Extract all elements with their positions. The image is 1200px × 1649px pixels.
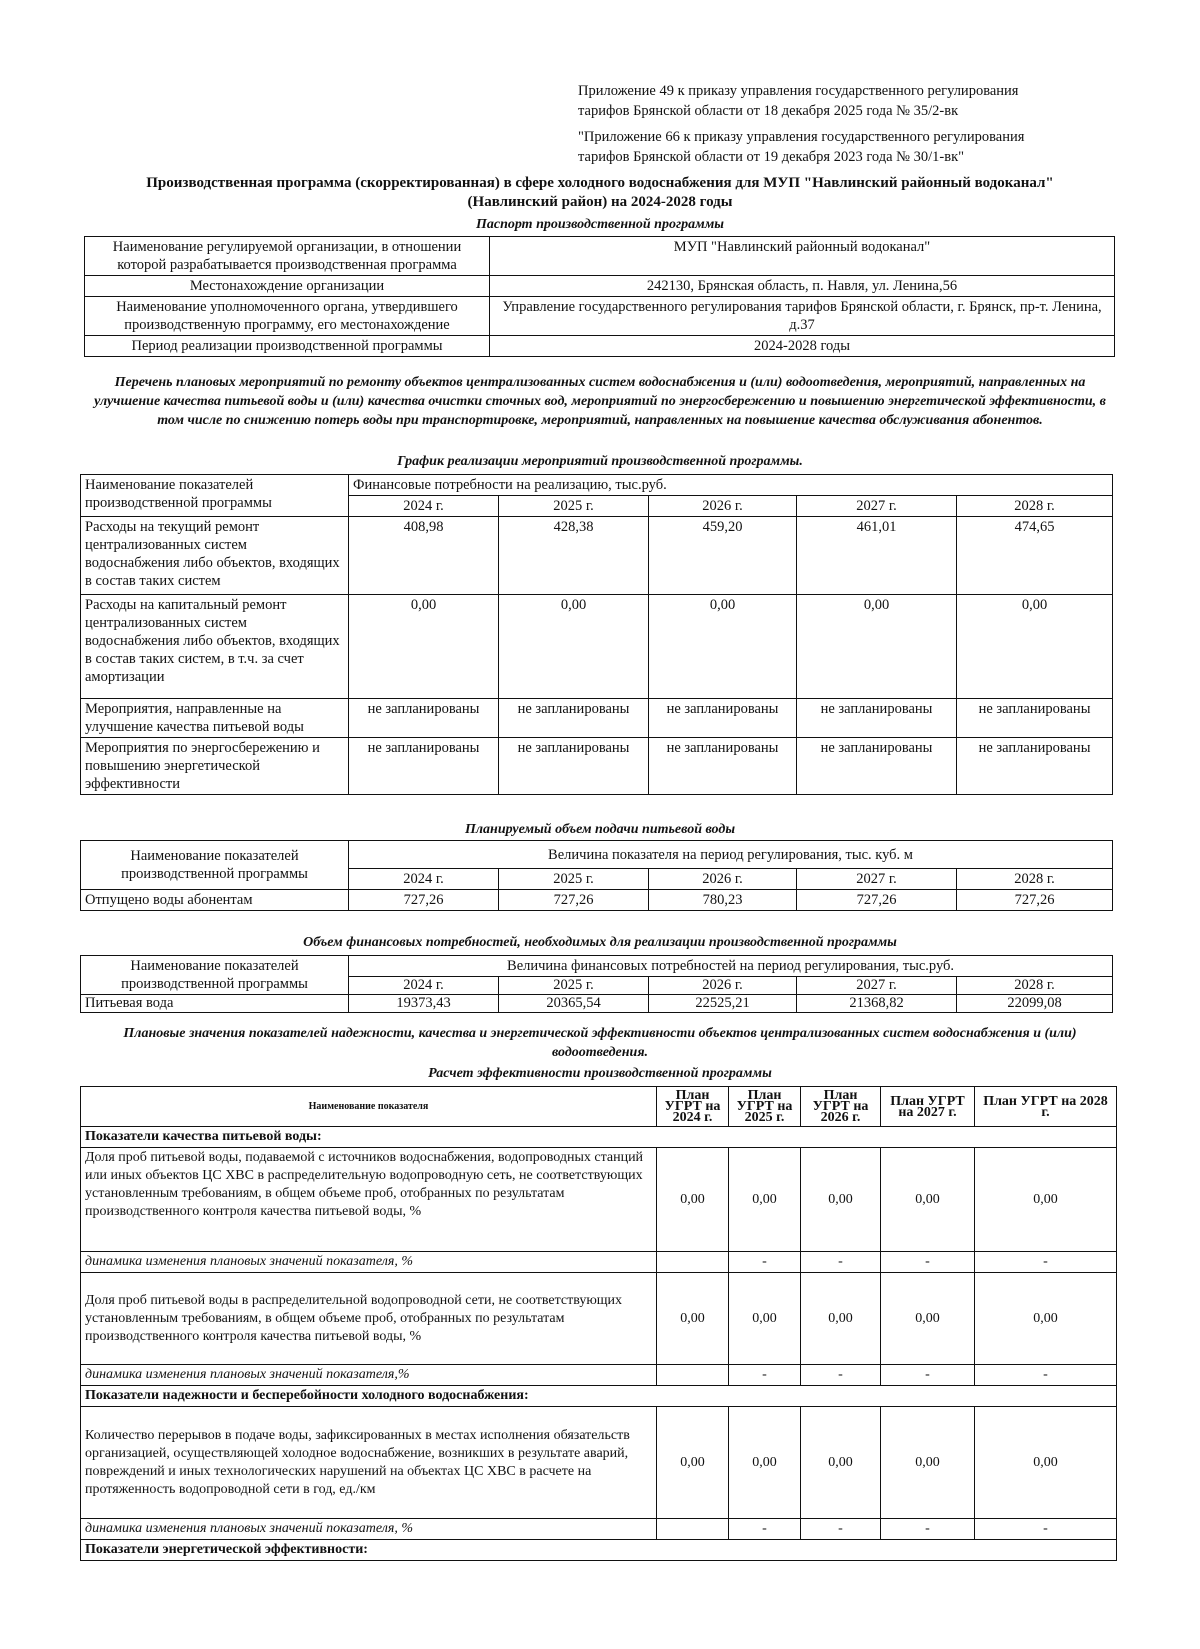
value-cell: не запланированы xyxy=(499,699,649,738)
table-row xyxy=(81,1127,1117,1148)
indicators-table xyxy=(80,1086,1117,1561)
value-cell: 727,26 xyxy=(499,890,649,911)
table-row xyxy=(81,475,1113,496)
value-cell: не запланированы xyxy=(649,699,797,738)
passport-value: 242130, Брянская область, п. Навля, ул. Ленина,56 xyxy=(490,276,1115,297)
year-header: 2025 г. xyxy=(499,496,649,517)
value-cell: 0,00 xyxy=(801,1407,881,1519)
value-cell: - xyxy=(729,1252,801,1273)
value-cell: - xyxy=(801,1365,881,1386)
value-cell: 727,26 xyxy=(349,890,499,911)
passport-label: Наименование уполномоченного органа, утвердившего производственную программу, его местонахождение xyxy=(85,297,490,336)
value-cell: - xyxy=(975,1252,1117,1273)
year-header: 2025 г. xyxy=(499,869,649,890)
value-cell: - xyxy=(975,1365,1117,1386)
row-label: Доля проб питьевой воды в распределительной водопроводной сети, не соответствующих установленным требованиям, в общем объеме проб, отобранных по результатам производственного контроля качества питьевой воды, % xyxy=(81,1273,657,1365)
value-cell: 0,00 xyxy=(797,595,957,699)
table-row xyxy=(85,297,1115,336)
passport-value: 2024-2028 годы xyxy=(490,336,1115,357)
plan-header: План УГРТ на 2028 г. xyxy=(975,1087,1117,1127)
row-label: Расходы на текущий ремонт централизованных систем водоснабжения либо объектов, входящих в состав таких систем xyxy=(81,517,349,595)
plan-header: План УГРТ на 2026 г. xyxy=(801,1087,881,1127)
table-row xyxy=(81,517,1113,595)
row-label: Мероприятия, направленные на улучшение качества питьевой воды xyxy=(81,699,349,738)
value-cell: 22525,21 xyxy=(649,995,797,1013)
year-header: 2028 г. xyxy=(957,869,1113,890)
passport-label: Наименование регулируемой организации, в отношении которой разрабатывается производственная программа xyxy=(85,237,490,276)
table-row xyxy=(85,237,1115,276)
year-header: 2024 г. xyxy=(349,977,499,995)
measures-table xyxy=(80,474,1113,795)
passport-value: МУП "Навлинский районный водоканал" xyxy=(490,237,1115,276)
table-row xyxy=(81,699,1113,738)
year-header: 2027 г. xyxy=(797,496,957,517)
value-cell: 428,38 xyxy=(499,517,649,595)
table-row xyxy=(81,890,1113,911)
table-row xyxy=(81,1087,1117,1127)
value-cell: - xyxy=(729,1365,801,1386)
year-header: 2027 г. xyxy=(797,869,957,890)
finance-caption: Объем финансовых потребностей, необходимых для реализации производственной программы xyxy=(303,935,897,950)
plan-header: План УГРТ на 2025 г. xyxy=(729,1087,801,1127)
value-cell: не запланированы xyxy=(649,738,797,795)
value-cell: 727,26 xyxy=(797,890,957,911)
row-label: Доля проб питьевой воды, подаваемой с источников водоснабжения, водопроводных станций или иных объектов ЦС ХВС в распределительную водопроводную сеть, не соответствующих установленным требованиям, в общем объеме проб, отобранных по результатам производственного контроля качества питьевой воды, % xyxy=(81,1148,657,1252)
table-row xyxy=(81,1386,1117,1407)
year-header: 2028 г. xyxy=(957,977,1113,995)
value-cell: - xyxy=(729,1519,801,1540)
appendix-header xyxy=(578,81,1138,167)
finance-col-header: Наименование показателей производственной программы xyxy=(81,956,349,995)
value-cell: 0,00 xyxy=(957,595,1113,699)
row-label: Отпущено воды абонентам xyxy=(81,890,349,911)
value-cell: - xyxy=(801,1252,881,1273)
table-row xyxy=(81,841,1113,869)
value-cell: 0,00 xyxy=(881,1407,975,1519)
table-row xyxy=(81,1148,1117,1252)
table-row xyxy=(81,1519,1117,1540)
value-cell: 19373,43 xyxy=(349,995,499,1013)
value-cell: - xyxy=(881,1519,975,1540)
value-cell: 0,00 xyxy=(881,1148,975,1252)
value-cell: 0,00 xyxy=(349,595,499,699)
indicators-caption: Плановые значения показателей надежности, качества и энергетической эффективности объектов централизованных систем водоснабжения и (или) водоотведения. xyxy=(123,1026,1077,1060)
year-header: 2024 г. xyxy=(349,496,499,517)
row-label: Питьевая вода xyxy=(81,995,349,1013)
value-cell: 0,00 xyxy=(499,595,649,699)
value-cell: 459,20 xyxy=(649,517,797,595)
measures-subcaption: График реализации мероприятий производственной программы. xyxy=(397,454,803,469)
value-cell: не запланированы xyxy=(957,699,1113,738)
year-header: 2025 г. xyxy=(499,977,649,995)
value-cell: 0,00 xyxy=(975,1407,1117,1519)
value-cell: не запланированы xyxy=(797,699,957,738)
volume-val-header: Величина показателя на период регулирования, тыс. куб. м xyxy=(349,841,1113,869)
plan-header: План УГРТ на 2024 г. xyxy=(657,1087,729,1127)
measures-col-header: Наименование показателей производственной программы xyxy=(81,475,349,517)
section-energy: Показатели энергетической эффективности: xyxy=(81,1540,1117,1561)
year-header: 2026 г. xyxy=(649,869,797,890)
dynamics-label: динамика изменения плановых значений показателя, % xyxy=(81,1519,657,1540)
section-quality: Показатели качества питьевой воды: xyxy=(81,1127,1117,1148)
table-row xyxy=(81,1252,1117,1273)
value-cell: 0,00 xyxy=(649,595,797,699)
year-header: 2024 г. xyxy=(349,869,499,890)
value-cell: 0,00 xyxy=(657,1273,729,1365)
value-cell: 461,01 xyxy=(797,517,957,595)
value-cell: 0,00 xyxy=(801,1148,881,1252)
passport-table xyxy=(84,236,1115,357)
table-row xyxy=(81,956,1113,977)
row-label: Количество перерывов в подаче воды, зафиксированных в местах исполнения обязательств организацией, осуществляющей холодное водоснабжение, возникших в результате аварий, повреждений и иных технологических нарушений на объектах ЦС ХВС в расчете на протяженность водопроводной сети в год, ед./км xyxy=(81,1407,657,1519)
value-cell xyxy=(657,1365,729,1386)
value-cell: 0,00 xyxy=(657,1407,729,1519)
value-cell: не запланированы xyxy=(797,738,957,795)
title-line-2: (Навлинский район) на 2024-2028 годы xyxy=(467,194,733,210)
passport-label: Период реализации производственной программы xyxy=(85,336,490,357)
value-cell: 0,00 xyxy=(729,1407,801,1519)
table-row xyxy=(85,276,1115,297)
table-row xyxy=(81,1365,1117,1386)
value-cell: 474,65 xyxy=(957,517,1113,595)
value-cell: не запланированы xyxy=(957,738,1113,795)
row-label: Расходы на капитальный ремонт централизованных систем водоснабжения либо объектов, входящих в состав таких систем, в т.ч. за счет амортизации xyxy=(81,595,349,699)
finance-table xyxy=(80,955,1113,1013)
value-cell: 0,00 xyxy=(729,1273,801,1365)
value-cell: 727,26 xyxy=(957,890,1113,911)
value-cell: 20365,54 xyxy=(499,995,649,1013)
table-row xyxy=(81,1273,1117,1365)
table-row xyxy=(81,1407,1117,1519)
value-cell: 0,00 xyxy=(975,1148,1117,1252)
volume-table xyxy=(80,840,1113,911)
table-row xyxy=(81,995,1113,1013)
value-cell: не запланированы xyxy=(349,699,499,738)
value-cell: 21368,82 xyxy=(797,995,957,1013)
header-line-1: Приложение 49 к приказу управления государственного регулирования xyxy=(578,83,1019,99)
header-line-2: тарифов Брянской области от 18 декабря 2025 года № 35/2-вк xyxy=(578,103,959,119)
table-row xyxy=(81,1540,1117,1561)
value-cell xyxy=(657,1252,729,1273)
year-header: 2028 г. xyxy=(957,496,1113,517)
year-header: 2027 г. xyxy=(797,977,957,995)
volume-col-header: Наименование показателей производственной программы xyxy=(81,841,349,890)
value-cell: 408,98 xyxy=(349,517,499,595)
indicators-col-header: Наименование показателя xyxy=(81,1087,657,1127)
finance-val-header: Величина финансовых потребностей на период регулирования, тыс.руб. xyxy=(349,956,1113,977)
value-cell: - xyxy=(881,1365,975,1386)
value-cell: 22099,08 xyxy=(957,995,1113,1013)
header-line-4: тарифов Брянской области от 19 декабря 2023 года № 30/1-вк" xyxy=(578,149,965,165)
value-cell: - xyxy=(975,1519,1117,1540)
volume-caption: Планируемый объем подачи питьевой воды xyxy=(464,822,736,837)
value-cell: 0,00 xyxy=(881,1273,975,1365)
indicators-subcaption: Расчет эффективности производственной программы xyxy=(428,1066,772,1081)
year-header: 2026 г. xyxy=(649,496,797,517)
value-cell: не запланированы xyxy=(499,738,649,795)
dynamics-label: динамика изменения плановых значений показателя,% xyxy=(81,1365,657,1386)
measures-caption: Перечень плановых мероприятий по ремонту объектов централизованных систем водоснабжения и (или) водоотведения, мероприятий, направленных на улучшение качества питьевой воды и (или) качества очистки сточных вод, мероприятий по энергосбережению и повышению энергетической эффективности, в том числе по снижению потерь воды при транспортировке, мероприятий, направленных на повышение качества обслуживания абонентов. xyxy=(94,375,1106,428)
plan-header: План УГРТ на 2027 г. xyxy=(881,1087,975,1127)
header-line-3: "Приложение 66 к приказу управления государственного регулирования xyxy=(578,129,1025,145)
passport-value: Управление государственного регулирования тарифов Брянской области, г. Брянск, пр-т. Ленина, д.37 xyxy=(490,297,1115,336)
title-line-1: Производственная программа (скорректированная) в сфере холодного водоснабжения для МУП "Навлинский районный водоканал" xyxy=(146,175,1054,191)
value-cell: - xyxy=(881,1252,975,1273)
value-cell: 0,00 xyxy=(657,1148,729,1252)
dynamics-label: динамика изменения плановых значений показателя, % xyxy=(81,1252,657,1273)
value-cell: 0,00 xyxy=(975,1273,1117,1365)
table-row xyxy=(85,336,1115,357)
table-row xyxy=(81,595,1113,699)
table-row xyxy=(81,738,1113,795)
year-header: 2026 г. xyxy=(649,977,797,995)
measures-fin-header: Финансовые потребности на реализацию, тыс.руб. xyxy=(349,475,1113,496)
value-cell: не запланированы xyxy=(349,738,499,795)
value-cell: 0,00 xyxy=(801,1273,881,1365)
value-cell: 0,00 xyxy=(729,1148,801,1252)
passport-label: Местонахождение организации xyxy=(85,276,490,297)
passport-caption: Паспорт производственной программы xyxy=(475,217,725,232)
section-reliability: Показатели надежности и бесперебойности холодного водоснабжения: xyxy=(81,1386,1117,1407)
document-title xyxy=(100,174,1100,212)
value-cell: 780,23 xyxy=(649,890,797,911)
value-cell: - xyxy=(801,1519,881,1540)
value-cell xyxy=(657,1519,729,1540)
row-label: Мероприятия по энергосбережению и повышению энергетической эффективности xyxy=(81,738,349,795)
